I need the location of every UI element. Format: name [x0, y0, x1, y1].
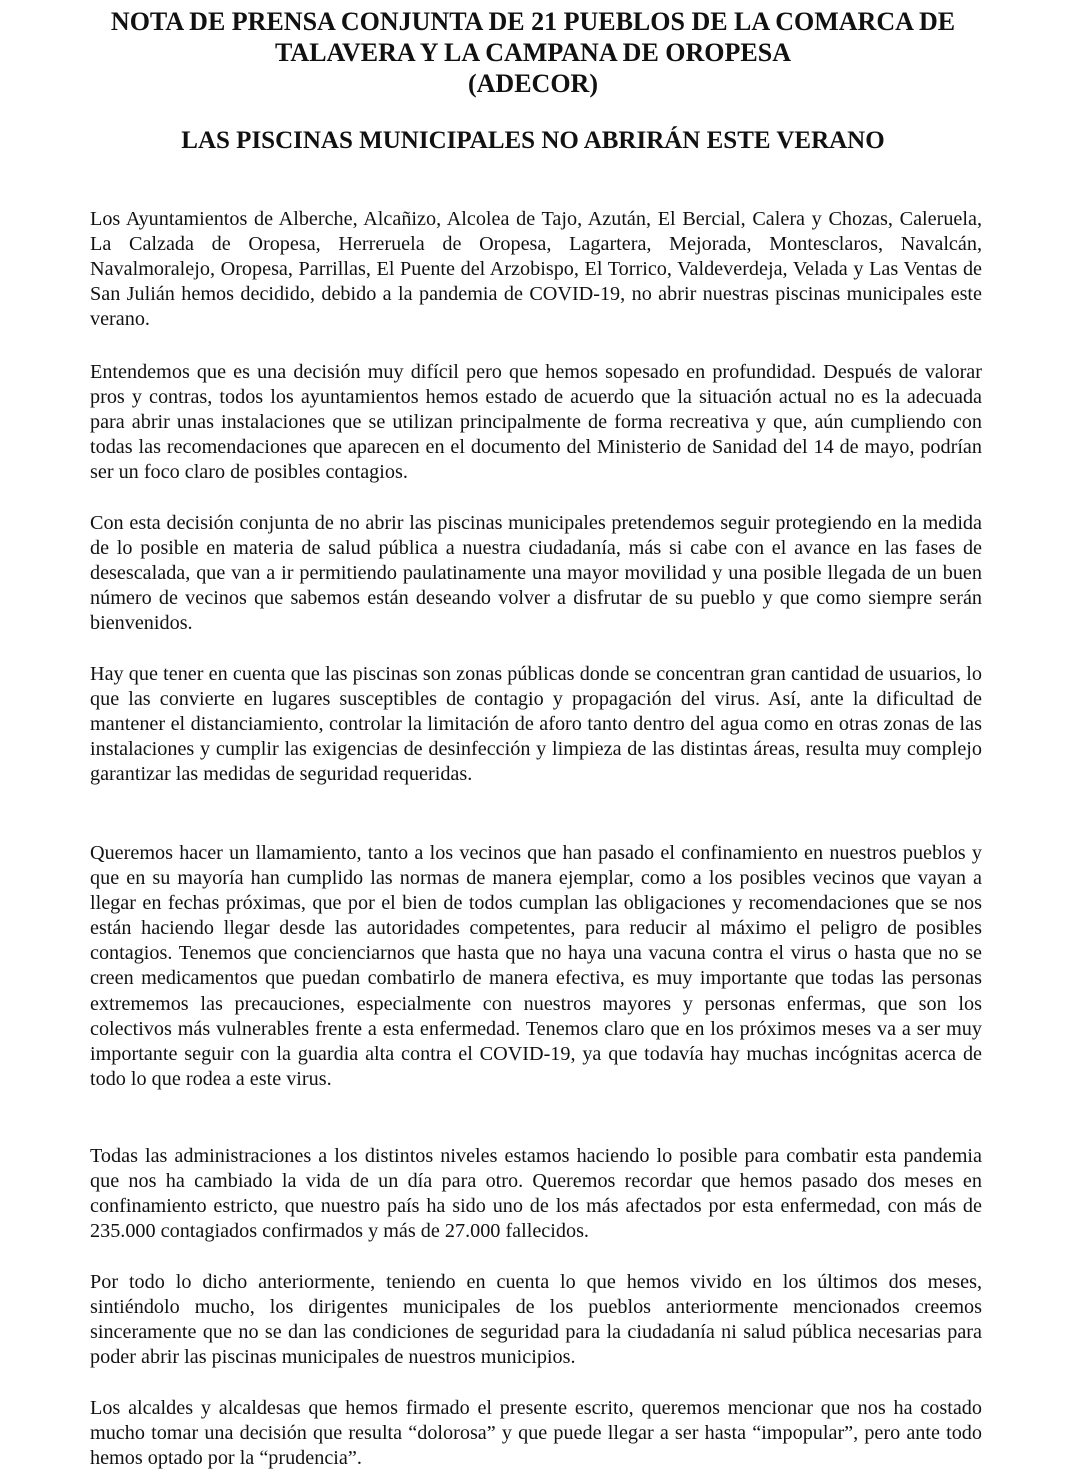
press-release-title [60, 6, 1006, 99]
headline: LAS PISCINAS MUNICIPALES NO ABRIRÁN ESTE VERANO [181, 127, 885, 154]
paragraph-difficult-decision: Entendemos que es una decisión muy difícil pero que hemos sopesado en profundidad. Después de valorar pros y contras, todos los ayuntamientos hemos estado de acuerdo que la situación actual no es la adecuada para abrir unas instalaciones que se utilizan principalmente de forma recreativa y que, aún cumpliendo con todas las recomendaciones que aparecen en el documento del Ministerio de Sanidad del 14 de mayo, podrían ser un foco claro de posibles contagios. [90, 361, 982, 484]
paragraph-public-zones: Hay que tener en cuenta que las piscinas son zonas públicas donde se concentran gran cantidad de usuarios, lo que las convierte en lugares susceptibles de contagio y propagación del virus. Así, ante la dificultad de mantener el distanciamiento, controlar la limitación de aforo tanto dentro del agua como en otras zonas de las instalaciones y cumplir las exigencias de desinfección y limpieza de las distintas áreas, resulta muy complejo garantizar las medidas de seguridad requeridas. [90, 663, 982, 786]
paragraph-call-to-action: Queremos hacer un llamamiento, tanto a los vecinos que han pasado el confinamiento en nuestros pueblos y que en su mayoría han cumplido las normas de manera ejemplar, como a los posibles vecinos que vayan a llegar en fechas próximas, que por el bien de todos cumplan las obligaciones y recomendaciones que se nos están haciendo llegar desde las autoridades competentes, para reducir al máximo el peligro de posibles contagios. Tenemos que concienciarnos que hasta que no haya una vacuna contra el virus o hasta que no se creen medicamentos que puedan combatirlo de manera efectiva, es muy importante que todas las personas extrememos las precauciones, especialmente con nuestros mayores y personas enfermas, que son los colectivos más vulnerables frente a esta enfermedad. Tenemos claro que en los próximos meses va a ser muy importante seguir con la guardia alta contra el COVID-19, ya que todavía hay muchas incógnitas acerca de todo lo que rodea a este virus. [90, 842, 982, 1090]
paragraph-conclusion: Por todo lo dicho anteriormente, teniendo en cuenta lo que hemos vivido en los últimos dos meses, sintiéndolo mucho, los dirigentes municipales de los pueblos anteriormente mencionados creemos sinceramente que no se dan las condiciones de seguridad para la ciudadanía ni salud pública necesarias para poder abrir las piscinas municipales de nuestros municipios. [90, 1271, 982, 1369]
paragraph-municipalities: Los Ayuntamientos de Alberche, Alcañizo, Alcolea de Tajo, Azután, El Bercial, Calera y Chozas, Caleruela, La Calzada de Oropesa, Herreruela de Oropesa, Lagartera, Mejorada, Montesclaros, Navalcán, Navalmoralejo, Oropesa, Parrillas, El Puente del Arzobispo, El Torrico, Valdeverdeja, Velada y Las Ventas de San Julián hemos decidido, debido a la pandemia de COVID-19, no abrir nuestras piscinas municipales este verano. [90, 208, 982, 331]
paragraph-joint-decision: Con esta decisión conjunta de no abrir las piscinas municipales pretendemos seguir protegiendo en la medida de lo posible en materia de salud pública a nuestra ciudadanía, más si cabe con el avance en las fases de desescalada, que van a ir permitiendo paulatinamente una mayor movilidad y una posible llegada de un buen número de vecinos que sabemos están deseando volver a disfrutar de su pueblo y que como siempre serán bienvenidos. [90, 512, 982, 635]
paragraph-mayors: Los alcaldes y alcaldesas que hemos firmado el presente escrito, queremos mencionar que nos ha costado mucho tomar una decisión que resulta “dolorosa” y que puede llegar a ser hasta “impopular”, pero ante todo hemos optado por la “prudencia”. [90, 1397, 982, 1470]
title-line-2: TALAVERA Y LA CAMPANA DE OROPESA [275, 38, 791, 67]
paragraph-administrations: Todas las administraciones a los distintos niveles estamos haciendo lo posible para combatir esta pandemia que nos ha cambiado la vida de un día para otro. Queremos recordar que hemos pasado dos meses en confinamiento estricto, que nuestro país ha sido uno de los más afectados por esta enfermedad, con más de 235.000 contagiados confirmados y más de 27.000 fallecidos. [90, 1145, 982, 1243]
title-line-3: (ADECOR) [468, 69, 598, 98]
title-line-1: NOTA DE PRENSA CONJUNTA DE 21 PUEBLOS DE LA COMARCA DE [110, 7, 956, 36]
